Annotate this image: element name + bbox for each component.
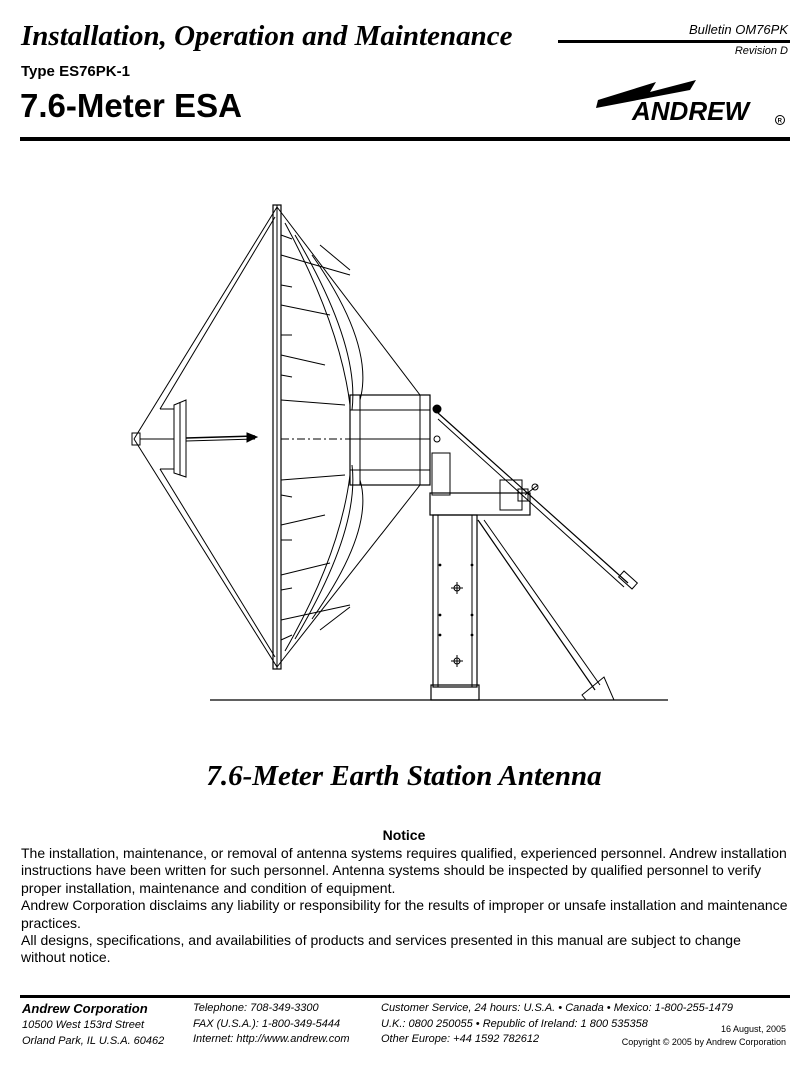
internet-line: Internet: http://www.andrew.com <box>193 1033 350 1045</box>
antenna-drawing <box>120 195 680 715</box>
fax-line: FAX (U.S.A.): 1-800-349-5444 <box>193 1017 341 1030</box>
footer-address <box>22 1001 164 1049</box>
company-name: Andrew Corporation <box>22 1001 148 1016</box>
product-title: 7.6-Meter ESA <box>20 87 242 124</box>
notice-body <box>21 845 788 967</box>
notice-paragraph: All designs, specifications, and availabilities of products and services presented in this manual are subject to change without notice. <box>21 932 741 966</box>
andrew-logo <box>594 68 790 128</box>
footer-contact <box>193 1001 350 1048</box>
address-line: 10500 West 153rd Street <box>22 1019 145 1031</box>
notice-paragraph: The installation, maintenance, or removal of antenna systems requires qualified, experienced personnel. Andrew installation instructions have been written for such personnel. Antenna systems should be inspected by qualified personnel to verify proper installation, maintenance and condition of equipment. <box>21 845 787 896</box>
address-line: Orland Park, IL U.S.A. 60462 <box>22 1035 165 1047</box>
logo-wordmark: ANDREW <box>632 96 749 126</box>
footer-divider <box>20 995 790 998</box>
telephone-line: Telephone: 708-349-3300 <box>193 1002 319 1014</box>
document-header-title: Installation, Operation and Maintenance <box>21 20 513 52</box>
notice-paragraph: Andrew Corporation disclaims any liability or responsibility for the results of improper or unsafe installation and maintenance practices. <box>21 897 788 931</box>
copyright-notice: Copyright © 2005 by Andrew Corporation <box>621 1037 786 1047</box>
service-line: U.K.: 0800 250055 • Republic of Ireland: 1 800 535358 <box>381 1017 648 1030</box>
revision-label: Revision D <box>734 45 788 57</box>
svg-text:R: R <box>777 118 782 125</box>
product-type: Type ES76PK-1 <box>21 63 130 80</box>
notice-heading: Notice <box>382 827 426 843</box>
service-line: Customer Service, 24 hours: U.S.A. • Canada • Mexico: 1-800-255-1479 <box>381 1002 733 1014</box>
service-line: Other Europe: +44 1592 782612 <box>381 1033 540 1045</box>
publication-date: 16 August, 2005 <box>720 1024 786 1034</box>
document-subtitle: 7.6-Meter Earth Station Antenna <box>206 760 602 792</box>
bulletin-number: Bulletin OM76PK <box>689 22 788 37</box>
header-divider <box>20 137 790 141</box>
header-title-rule <box>558 40 790 43</box>
